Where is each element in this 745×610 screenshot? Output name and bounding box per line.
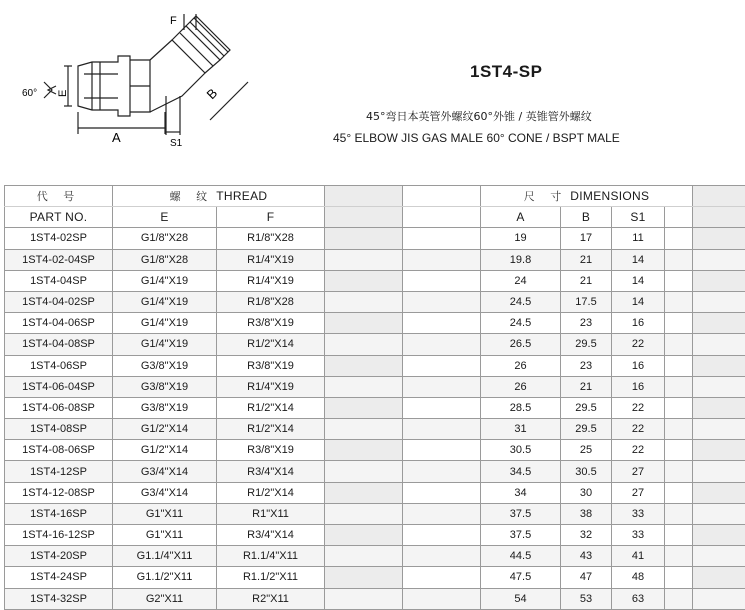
table-row bbox=[5, 419, 745, 440]
part-no-cell: 1ST4-04-08SP bbox=[5, 334, 113, 355]
dim-a-cell: 44.5 bbox=[481, 546, 561, 567]
blank-cell bbox=[665, 461, 693, 482]
dim-a-cell: 26 bbox=[481, 376, 561, 397]
dim-a-cell: 26.5 bbox=[481, 334, 561, 355]
thread-e-cell: G1.1/2"X11 bbox=[113, 567, 217, 588]
part-no-cell: 1ST4-12SP bbox=[5, 461, 113, 482]
dim-s1-cell: 22 bbox=[612, 440, 665, 461]
blank-cell bbox=[403, 525, 481, 546]
dim-a-cell: 19.8 bbox=[481, 249, 561, 270]
blank-cell bbox=[693, 525, 745, 546]
dim-s1-cell: 27 bbox=[612, 461, 665, 482]
dim-a-cell: 34.5 bbox=[481, 461, 561, 482]
dim-b-cell: 32 bbox=[561, 525, 612, 546]
blank-cell bbox=[665, 355, 693, 376]
blank-cell bbox=[665, 334, 693, 355]
blank-cell bbox=[693, 419, 745, 440]
blank-cell bbox=[665, 228, 693, 249]
thread-f-cell: R1/2"X14 bbox=[217, 334, 325, 355]
dim-a-cell: 19 bbox=[481, 228, 561, 249]
table-row bbox=[5, 313, 745, 334]
header-thread-en: THREAD bbox=[216, 189, 267, 203]
blank-cell bbox=[665, 313, 693, 334]
part-no-cell: 1ST4-06-04SP bbox=[5, 376, 113, 397]
blank-cell bbox=[403, 334, 481, 355]
dim-a-cell: 28.5 bbox=[481, 397, 561, 418]
dim-b-cell: 21 bbox=[561, 376, 612, 397]
subtitle-english: 45° ELBOW JIS GAS MALE 60° CONE / BSPT MALE bbox=[333, 131, 620, 145]
thread-f-cell: R3/8"X19 bbox=[217, 313, 325, 334]
blank-cell bbox=[325, 440, 403, 461]
thread-e-cell: G1/2"X14 bbox=[113, 419, 217, 440]
dim-b-cell: 23 bbox=[561, 313, 612, 334]
thread-f-cell: R3/4"X14 bbox=[217, 461, 325, 482]
dim-b-cell: 17 bbox=[561, 228, 612, 249]
dim-a-cell: 24.5 bbox=[481, 291, 561, 312]
dimensions-table bbox=[4, 185, 745, 610]
blank-cell bbox=[325, 228, 403, 249]
blank-cell bbox=[403, 270, 481, 291]
blank-cell bbox=[693, 376, 745, 397]
dim-b-cell: 53 bbox=[561, 588, 612, 609]
table-row bbox=[5, 270, 745, 291]
label-a: A bbox=[112, 130, 121, 145]
blank-cell bbox=[403, 546, 481, 567]
thread-f-cell: R1.1/4"X11 bbox=[217, 546, 325, 567]
dim-b-cell: 23 bbox=[561, 355, 612, 376]
table-row bbox=[5, 461, 745, 482]
header-blank-1 bbox=[325, 186, 403, 207]
dim-a-cell: 26 bbox=[481, 355, 561, 376]
table-row bbox=[5, 291, 745, 312]
table-row bbox=[5, 482, 745, 503]
dim-s1-cell: 63 bbox=[612, 588, 665, 609]
thread-e-cell: G3/8"X19 bbox=[113, 355, 217, 376]
blank-cell bbox=[693, 482, 745, 503]
header-code: 代 号 bbox=[5, 186, 113, 207]
header-part-no: PART NO. bbox=[5, 207, 113, 228]
blank-cell bbox=[665, 440, 693, 461]
dim-b-cell: 29.5 bbox=[561, 397, 612, 418]
part-no-cell: 1ST4-12-08SP bbox=[5, 482, 113, 503]
dim-s1-cell: 16 bbox=[612, 376, 665, 397]
thread-e-cell: G1/8"X28 bbox=[113, 249, 217, 270]
thread-f-cell: R1/4"X19 bbox=[217, 376, 325, 397]
blank-cell bbox=[403, 567, 481, 588]
thread-f-cell: R3/8"X19 bbox=[217, 355, 325, 376]
blank-cell bbox=[665, 249, 693, 270]
header-blank-5 bbox=[403, 207, 481, 228]
blank-cell bbox=[325, 397, 403, 418]
part-no-cell: 1ST4-08-06SP bbox=[5, 440, 113, 461]
part-no-cell: 1ST4-32SP bbox=[5, 588, 113, 609]
thread-f-cell: R2"X11 bbox=[217, 588, 325, 609]
thread-e-cell: G3/4"X14 bbox=[113, 461, 217, 482]
blank-cell bbox=[403, 228, 481, 249]
header-row-2 bbox=[5, 207, 745, 228]
blank-cell bbox=[693, 440, 745, 461]
blank-cell bbox=[665, 376, 693, 397]
thread-f-cell: R3/4"X14 bbox=[217, 525, 325, 546]
part-no-cell: 1ST4-16SP bbox=[5, 503, 113, 524]
blank-cell bbox=[325, 546, 403, 567]
dim-s1-cell: 22 bbox=[612, 334, 665, 355]
table-row bbox=[5, 355, 745, 376]
blank-cell bbox=[325, 355, 403, 376]
blank-cell bbox=[403, 376, 481, 397]
dim-s1-cell: 33 bbox=[612, 503, 665, 524]
dim-b-cell: 25 bbox=[561, 440, 612, 461]
part-no-cell: 1ST4-08SP bbox=[5, 419, 113, 440]
blank-cell bbox=[693, 249, 745, 270]
blank-cell bbox=[665, 588, 693, 609]
thread-f-cell: R1/2"X14 bbox=[217, 419, 325, 440]
table-row bbox=[5, 376, 745, 397]
dim-a-cell: 47.5 bbox=[481, 567, 561, 588]
header-f: F bbox=[217, 207, 325, 228]
blank-cell bbox=[325, 270, 403, 291]
part-no-cell: 1ST4-02-04SP bbox=[5, 249, 113, 270]
dim-a-cell: 24 bbox=[481, 270, 561, 291]
blank-cell bbox=[403, 440, 481, 461]
header-blank-6 bbox=[665, 207, 693, 228]
part-no-cell: 1ST4-06SP bbox=[5, 355, 113, 376]
blank-cell bbox=[665, 397, 693, 418]
blank-cell bbox=[693, 270, 745, 291]
dim-s1-cell: 41 bbox=[612, 546, 665, 567]
blank-cell bbox=[325, 419, 403, 440]
thread-f-cell: R1/4"X19 bbox=[217, 270, 325, 291]
dim-s1-cell: 33 bbox=[612, 525, 665, 546]
blank-cell bbox=[403, 588, 481, 609]
thread-e-cell: G3/8"X19 bbox=[113, 376, 217, 397]
fitting-drawing bbox=[0, 0, 330, 175]
dim-s1-cell: 22 bbox=[612, 419, 665, 440]
thread-f-cell: R1/2"X14 bbox=[217, 397, 325, 418]
table-row bbox=[5, 440, 745, 461]
dim-s1-cell: 16 bbox=[612, 355, 665, 376]
dim-a-cell: 34 bbox=[481, 482, 561, 503]
part-no-cell: 1ST4-24SP bbox=[5, 567, 113, 588]
blank-cell bbox=[403, 419, 481, 440]
thread-e-cell: G1/2"X14 bbox=[113, 440, 217, 461]
blank-cell bbox=[665, 567, 693, 588]
dim-s1-cell: 11 bbox=[612, 228, 665, 249]
thread-e-cell: G1"X11 bbox=[113, 525, 217, 546]
blank-cell bbox=[665, 525, 693, 546]
header-dim-en: DIMENSIONS bbox=[570, 189, 649, 203]
blank-cell bbox=[403, 249, 481, 270]
blank-cell bbox=[403, 503, 481, 524]
thread-f-cell: R1"X11 bbox=[217, 503, 325, 524]
header-thread-cn: 螺 纹 bbox=[170, 190, 214, 203]
blank-cell bbox=[325, 334, 403, 355]
dim-s1-cell: 14 bbox=[612, 249, 665, 270]
blank-cell bbox=[403, 461, 481, 482]
label-s1: S1 bbox=[170, 138, 183, 149]
blank-cell bbox=[403, 313, 481, 334]
dim-b-cell: 30 bbox=[561, 482, 612, 503]
thread-f-cell: R3/8"X19 bbox=[217, 440, 325, 461]
blank-cell bbox=[693, 567, 745, 588]
table-row bbox=[5, 588, 745, 609]
label-f: F bbox=[170, 15, 177, 27]
blank-cell bbox=[665, 270, 693, 291]
thread-f-cell: R1/4"X19 bbox=[217, 249, 325, 270]
part-no-cell: 1ST4-02SP bbox=[5, 228, 113, 249]
blank-cell bbox=[693, 503, 745, 524]
blank-cell bbox=[325, 525, 403, 546]
blank-cell bbox=[665, 503, 693, 524]
dim-a-cell: 54 bbox=[481, 588, 561, 609]
blank-cell bbox=[403, 482, 481, 503]
dim-b-cell: 47 bbox=[561, 567, 612, 588]
dim-s1-cell: 48 bbox=[612, 567, 665, 588]
header-thread bbox=[113, 186, 325, 207]
header-blank-2 bbox=[403, 186, 481, 207]
thread-f-cell: R1/8"X28 bbox=[217, 291, 325, 312]
thread-e-cell: G1/8"X28 bbox=[113, 228, 217, 249]
part-no-cell: 1ST4-16-12SP bbox=[5, 525, 113, 546]
blank-cell bbox=[665, 419, 693, 440]
thread-e-cell: G1"X11 bbox=[113, 503, 217, 524]
blank-cell bbox=[665, 482, 693, 503]
dim-s1-cell: 16 bbox=[612, 313, 665, 334]
blank-cell bbox=[665, 291, 693, 312]
part-no-cell: 1ST4-06-08SP bbox=[5, 397, 113, 418]
header-e: E bbox=[113, 207, 217, 228]
dim-a-cell: 31 bbox=[481, 419, 561, 440]
blank-cell bbox=[693, 228, 745, 249]
dim-b-cell: 30.5 bbox=[561, 461, 612, 482]
dim-b-cell: 29.5 bbox=[561, 334, 612, 355]
blank-cell bbox=[403, 291, 481, 312]
table-row bbox=[5, 567, 745, 588]
blank-cell bbox=[325, 588, 403, 609]
blank-cell bbox=[325, 503, 403, 524]
header-blank-4 bbox=[325, 207, 403, 228]
header-dimensions bbox=[481, 186, 693, 207]
blank-cell bbox=[693, 334, 745, 355]
dim-s1-cell: 14 bbox=[612, 270, 665, 291]
header-row-1 bbox=[5, 186, 745, 207]
thread-f-cell: R1.1/2"X11 bbox=[217, 567, 325, 588]
table-row bbox=[5, 228, 745, 249]
header-s1: S1 bbox=[612, 207, 665, 228]
dim-b-cell: 17.5 bbox=[561, 291, 612, 312]
thread-e-cell: G1.1/4"X11 bbox=[113, 546, 217, 567]
angle-label: 60° bbox=[22, 88, 37, 99]
table-row bbox=[5, 503, 745, 524]
dim-b-cell: 43 bbox=[561, 546, 612, 567]
blank-cell bbox=[325, 482, 403, 503]
thread-e-cell: G1/4"X19 bbox=[113, 291, 217, 312]
blank-cell bbox=[403, 355, 481, 376]
blank-cell bbox=[325, 249, 403, 270]
thread-f-cell: R1/8"X28 bbox=[217, 228, 325, 249]
thread-e-cell: G3/4"X14 bbox=[113, 482, 217, 503]
dim-a-cell: 24.5 bbox=[481, 313, 561, 334]
blank-cell bbox=[693, 313, 745, 334]
part-no-cell: 1ST4-20SP bbox=[5, 546, 113, 567]
label-e: E bbox=[57, 90, 69, 97]
part-no-cell: 1ST4-04-02SP bbox=[5, 291, 113, 312]
label-b: B bbox=[204, 85, 221, 102]
blank-cell bbox=[325, 376, 403, 397]
thread-e-cell: G1/4"X19 bbox=[113, 313, 217, 334]
header-a: A bbox=[481, 207, 561, 228]
blank-cell bbox=[325, 567, 403, 588]
dim-a-cell: 37.5 bbox=[481, 525, 561, 546]
blank-cell bbox=[693, 355, 745, 376]
dim-a-cell: 30.5 bbox=[481, 440, 561, 461]
table-row bbox=[5, 249, 745, 270]
blank-cell bbox=[665, 546, 693, 567]
dim-s1-cell: 27 bbox=[612, 482, 665, 503]
thread-e-cell: G1/4"X19 bbox=[113, 270, 217, 291]
header-dim-cn: 尺 寸 bbox=[524, 190, 568, 203]
dim-b-cell: 21 bbox=[561, 270, 612, 291]
header-blank-3 bbox=[693, 186, 745, 207]
dim-b-cell: 29.5 bbox=[561, 419, 612, 440]
dim-a-cell: 37.5 bbox=[481, 503, 561, 524]
thread-f-cell: R1/2"X14 bbox=[217, 482, 325, 503]
part-no-cell: 1ST4-04SP bbox=[5, 270, 113, 291]
blank-cell bbox=[693, 291, 745, 312]
table-row bbox=[5, 334, 745, 355]
dim-b-cell: 38 bbox=[561, 503, 612, 524]
dim-s1-cell: 22 bbox=[612, 397, 665, 418]
blank-cell bbox=[693, 588, 745, 609]
blank-cell bbox=[325, 291, 403, 312]
header-blank-7 bbox=[693, 207, 745, 228]
blank-cell bbox=[693, 461, 745, 482]
blank-cell bbox=[693, 397, 745, 418]
page-title: 1ST4-SP bbox=[470, 62, 542, 82]
part-no-cell: 1ST4-04-06SP bbox=[5, 313, 113, 334]
thread-e-cell: G1/4"X19 bbox=[113, 334, 217, 355]
blank-cell bbox=[325, 461, 403, 482]
blank-cell bbox=[325, 313, 403, 334]
header-b: B bbox=[561, 207, 612, 228]
dim-b-cell: 21 bbox=[561, 249, 612, 270]
table-row bbox=[5, 525, 745, 546]
blank-cell bbox=[693, 546, 745, 567]
dim-s1-cell: 14 bbox=[612, 291, 665, 312]
thread-e-cell: G3/8"X19 bbox=[113, 397, 217, 418]
subtitle-chinese: 45°弯日本英管外螺纹60°外锥 / 英锥管外螺纹 bbox=[366, 108, 592, 124]
table-row bbox=[5, 397, 745, 418]
table-row bbox=[5, 546, 745, 567]
thread-e-cell: G2"X11 bbox=[113, 588, 217, 609]
blank-cell bbox=[403, 397, 481, 418]
